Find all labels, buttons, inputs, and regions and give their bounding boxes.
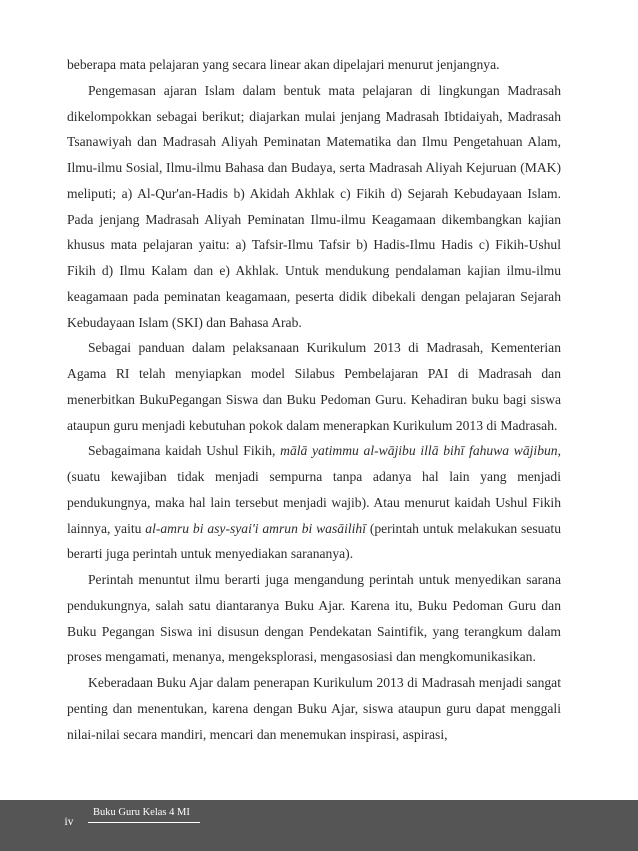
kaidah-arabic-phrase-1: mālā yatimmu al-wājibu illā bihī fahuwa wājibun xyxy=(280,443,558,459)
paragraph-continuation: beberapa mata pelajaran yang secara linear akan dipelajari menurut jenjangnya. xyxy=(67,57,500,72)
kaidah-intro-text: Sebagaimana kaidah Ushul Fikih, xyxy=(88,443,276,459)
paragraph-keberadaan: Keberadaan Buku Ajar dalam penerapan Kurikulum 2013 di Madrasah menjadi sangat penting dan menentukan, karena dengan Buku Ajar, siswa ataupun guru dapat menggali nilai-nilai secara mandiri, mencari dan menemukan inspirasi, aspirasi, xyxy=(67,675,561,742)
page-body xyxy=(67,52,561,747)
footer-divider xyxy=(88,822,200,823)
paragraph-kaidah-ushul-fikih xyxy=(67,438,561,567)
kaidah-arabic-phrase-2: al-amru bi asy-syai'i amrun bi wasāilihī xyxy=(145,520,366,536)
footer-book-title: Buku Guru Kelas 4 MI xyxy=(93,807,190,818)
paragraph-panduan: Sebagai panduan dalam pelaksanaan Kurikulum 2013 di Madrasah, Kementerian Agama RI telah menyiapkan model Silabus Pembelajaran PAI di Madrasah dan menerbitkan BukuPegangan Siswa dan Buku Pedoman Guru. Kehadiran buku bagi siswa ataupun guru menjadi kebutuhan pokok dalam menerapkan Kurikulum 2013 di Madrasah. xyxy=(67,340,561,433)
kaidah-translation-text: , (suatu kewajiban tidak menjadi sempurna tanpa adanya hal lain yang menjadi pendukungnya, maka hal lain tersebut menjadi wajib). Atau menurut kaidah Ushul Fikih lainnya, yaitu xyxy=(67,443,561,536)
paragraph-perintah: Perintah menuntut ilmu berarti juga mengandung perintah untuk menyedikan sarana pendukungnya, salah satu diantaranya Buku Ajar. Karena itu, Buku Pedoman Guru dan Buku Pegangan Siswa ini disusun dengan Pendekatan Saintifik, yang terangkum dalam proses mengamati, menanya, mengeksplorasi, mengasosiasi dan mengkomunikasikan. xyxy=(67,572,561,665)
kaidah-closing-text: (perintah untuk melakukan sesuatu berarti juga perintah untuk menyediakan sarananya). xyxy=(67,520,562,562)
paragraph-pengemasan: Pengemasan ajaran Islam dalam bentuk mata pelajaran di lingkungan Madrasah dikelompokkan sebagai berikut; diajarkan mulai jenjang Madrasah Ibtidaiyah, Madrasah Tsanawiyah dan Madrasah Aliyah Peminatan Matematika dan Ilmu Pengetahuan Alam, Ilmu-ilmu Sosial, Ilmu-ilmu Bahasa dan Budaya, serta Madrasah Aliyah Kejuruan (MAK) meliputi; a) Al-Qur'an-Hadis b) Akidah Akhlak c) Fikih d) Sejarah Kebudayaan Islam. Pada jenjang Madrasah Aliyah Peminatan Ilmu-ilmu Keagamaan dikembangkan kajian khusus mata pelajaran yaitu: a) Tafsir-Ilmu Tafsir b) Hadis-Ilmu Hadis c) Fikih-Ushul Fikih d) Ilmu Kalam dan e) Akhlak. Untuk mendukung pendalaman kajian ilmu-ilmu keagamaan pada peminatan keagamaan, peserta didik dibekali dengan pelajaran Sejarah Kebudayaan Islam (SKI) dan Bahasa Arab. xyxy=(67,82,561,330)
page-number: iv xyxy=(64,816,74,828)
